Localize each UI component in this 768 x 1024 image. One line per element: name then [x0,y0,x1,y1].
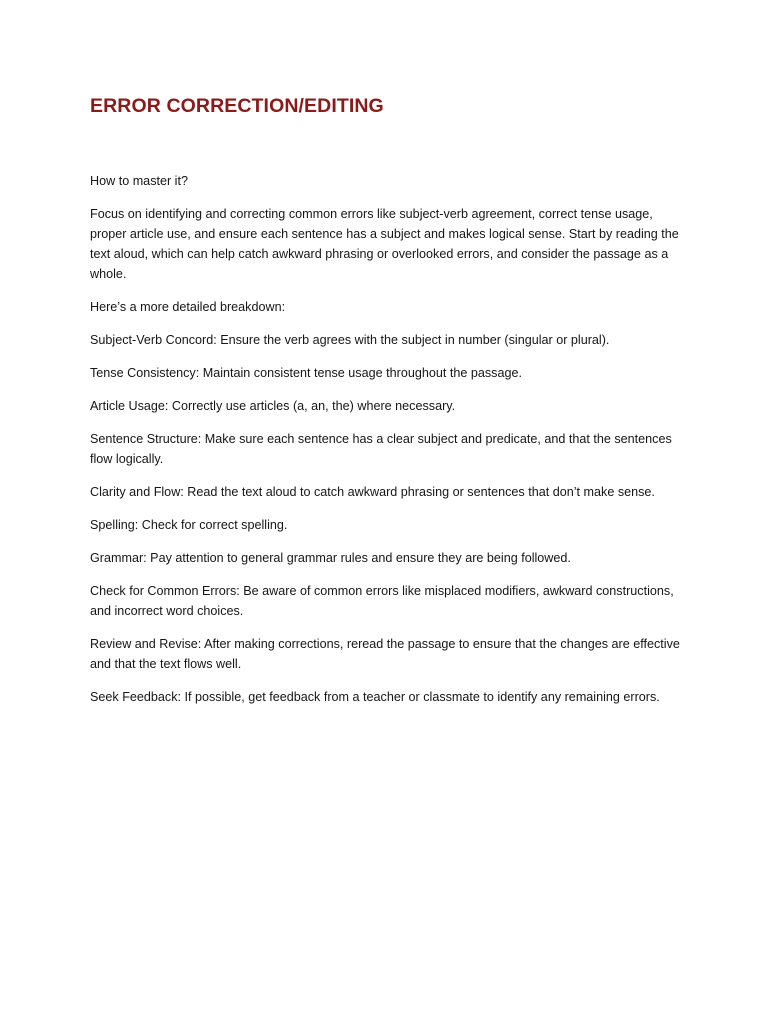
paragraph-sentence-structure: Sentence Structure: Make sure each sentence has a clear subject and predicate, and that the sentences flow logically. [90,432,672,466]
paragraph-common-errors: Check for Common Errors: Be aware of common errors like misplaced modifiers, awkward constructions, and incorrect word choices. [90,584,674,618]
paragraph-article-usage: Article Usage: Correctly use articles (a, an, the) where necessary. [90,399,456,413]
paragraph-grammar: Grammar: Pay attention to general grammar rules and ensure they are being followed. [90,551,571,565]
paragraph-seek-feedback: Seek Feedback: If possible, get feedback from a teacher or classmate to identify any remaining errors. [90,690,660,704]
document-title: ERROR CORRECTION/EDITING [90,95,384,117]
paragraph-spelling: Spelling: Check for correct spelling. [90,518,288,532]
paragraph-tense-consistency: Tense Consistency: Maintain consistent tense usage throughout the passage. [90,366,522,380]
paragraph-breakdown-heading: Here’s a more detailed breakdown: [90,300,286,314]
paragraph-overview: Focus on identifying and correcting common errors like subject-verb agreement, correct tense usage, proper article use, and ensure each sentence has a subject and makes logical sense. Start by reading the text aloud, which can help catch awkward phrasing or overlooked errors, and consider the passage as a whole. [90,207,679,281]
document-body [90,171,682,720]
paragraph-review-and-revise: Review and Revise: After making corrections, reread the passage to ensure that the changes are effective and that the text flows well. [90,637,680,671]
paragraph-subject-verb-concord: Subject-Verb Concord: Ensure the verb agrees with the subject in number (singular or plural). [90,333,610,347]
paragraph-intro-question: How to master it? [90,174,188,188]
paragraph-clarity-and-flow: Clarity and Flow: Read the text aloud to catch awkward phrasing or sentences that don’t make sense. [90,485,655,499]
